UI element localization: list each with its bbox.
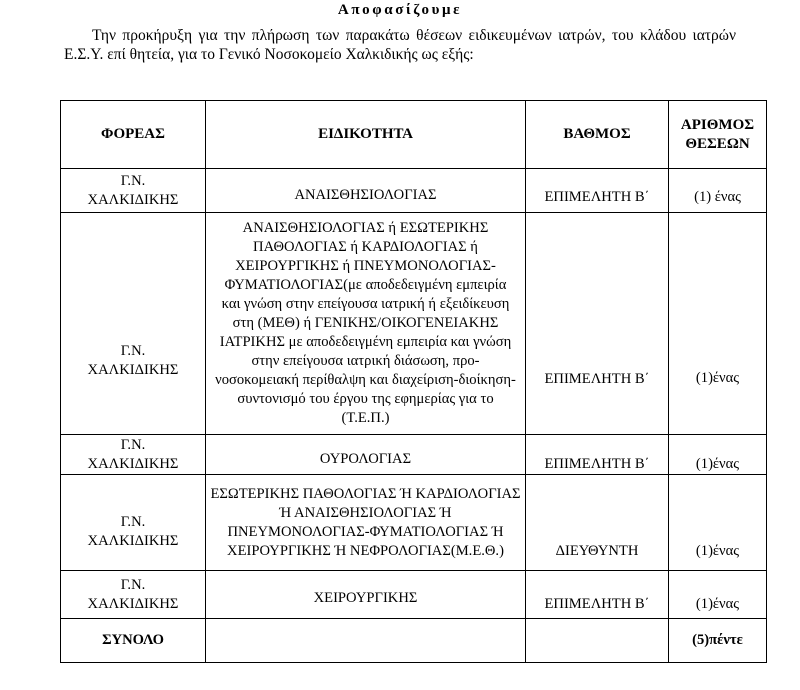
cell-foreas bbox=[61, 213, 206, 435]
table-row bbox=[61, 435, 767, 475]
cell-eidikotita bbox=[206, 213, 526, 435]
table-row bbox=[61, 169, 767, 213]
cell-total-empty bbox=[206, 619, 526, 663]
document-heading: Αποφασίζουμε bbox=[337, 2, 463, 18]
total-arithmos: (5)πέντε bbox=[692, 632, 743, 648]
intro-text: Την προκήρυξη για την πλήρωση των παρακάτω θέσεων ειδικευμένων ιατρών, του κλάδου ιατρών Ε.Σ.Υ. επί θητεία, για το Γενικό Νοσοκομείο Χαλκιδικής ως εξής: bbox=[64, 27, 736, 63]
eidikotita-text: ΕΣΩΤΕΡΙΚΗΣ ΠΑΘΟΛΟΓΙΑΣ Ή ΚΑΡΔΙΟΛΟΓΙΑΣ Ή ΑΝΑΙΣΘΗΣΙΟΛΟΓΙΑΣ Ή ΠΝΕΥΜΟΝΟΛΟΓΙΑΣ-ΦΥΜΑΤΙΟΛΟΓΙΑΣ Ή ΧΕΙΡΟΥΡΓΙΚΗΣ Ή ΝΕΦΡΟΛΟΓΙΑΣ(Μ.Ε.Θ.) bbox=[210, 485, 521, 559]
foreas-line1: Γ.Ν. bbox=[120, 576, 146, 593]
cell-vathmos bbox=[526, 435, 669, 475]
cell-vathmos bbox=[526, 169, 669, 213]
vathmos-text: ΕΠΙΜΕΛΗΤΗ Β΄ bbox=[544, 188, 650, 205]
foreas-line2: ΧΑΛΚΙΔΙΚΗΣ bbox=[87, 595, 179, 612]
foreas-line2: ΧΑΛΚΙΔΙΚΗΣ bbox=[87, 191, 179, 208]
vathmos-text: ΕΠΙΜΕΛΗΤΗ Β΄ bbox=[544, 371, 650, 387]
arithmos-text: (1)ένας bbox=[695, 456, 740, 472]
arithmos-text: (1) ένας bbox=[694, 188, 741, 205]
cell-eidikotita bbox=[206, 435, 526, 475]
table-row bbox=[61, 571, 767, 619]
table-row bbox=[61, 213, 767, 435]
cell-vathmos bbox=[526, 571, 669, 619]
table-row bbox=[61, 475, 767, 571]
table-header-row bbox=[61, 101, 767, 169]
header-eidikotita: ΕΙΔΙΚΟΤΗΤΑ bbox=[206, 101, 526, 169]
eidikotita-text: ΟΥΡΟΛΟΓΙΑΣ bbox=[319, 451, 412, 467]
header-foreas: ΦΟΡΕΑΣ bbox=[61, 101, 206, 169]
cell-vathmos bbox=[526, 475, 669, 571]
header-vathmos: ΒΑΘΜΟΣ bbox=[526, 101, 669, 169]
cell-foreas bbox=[61, 475, 206, 571]
cell-foreas bbox=[61, 435, 206, 475]
cell-vathmos bbox=[526, 213, 669, 435]
foreas-line1: Γ.Ν. bbox=[120, 343, 146, 359]
total-label: ΣΥΝΟΛΟ bbox=[102, 632, 164, 648]
intro-paragraph bbox=[64, 26, 736, 64]
cell-foreas bbox=[61, 571, 206, 619]
arithmos-text: (1)ένας bbox=[695, 370, 740, 386]
foreas-line2: ΧΑΛΚΙΔΙΚΗΣ bbox=[87, 455, 179, 472]
cell-arithmos bbox=[669, 169, 767, 213]
cell-total-label bbox=[61, 619, 206, 663]
cell-arithmos bbox=[669, 435, 767, 475]
cell-foreas bbox=[61, 169, 206, 213]
cell-total-empty bbox=[526, 619, 669, 663]
cell-eidikotita bbox=[206, 169, 526, 213]
foreas-line1: Γ.Ν. bbox=[120, 172, 146, 189]
foreas-line1: Γ.Ν. bbox=[120, 513, 146, 530]
arithmos-text: (1)ένας bbox=[695, 543, 740, 559]
cell-arithmos bbox=[669, 571, 767, 619]
foreas-line1: Γ.Ν. bbox=[120, 436, 146, 453]
vathmos-text: ΕΠΙΜΕΛΗΤΗ Β΄ bbox=[544, 595, 650, 612]
header-arithmos-line1: ΑΡΙΘΜΟΣ bbox=[680, 116, 755, 133]
eidikotita-text: ΑΝΑΙΣΘΗΣΙΟΛΟΓΙΑΣ bbox=[294, 187, 437, 203]
header-arithmos-line2: ΘΕΣΕΩΝ bbox=[685, 135, 750, 152]
arithmos-text: (1)ένας bbox=[695, 595, 740, 612]
cell-arithmos bbox=[669, 213, 767, 435]
positions-table bbox=[60, 100, 767, 663]
eidikotita-text: ΧΕΙΡΟΥΡΓΙΚΗΣ bbox=[313, 590, 418, 606]
cell-eidikotita bbox=[206, 475, 526, 571]
foreas-line2: ΧΑΛΚΙΔΙΚΗΣ bbox=[87, 362, 179, 378]
total-row bbox=[61, 619, 767, 663]
eidikotita-text: ΑΝΑΙΣΘΗΣΙΟΛΟΓΙΑΣ ή ΕΣΩΤΕΡΙΚΗΣ ΠΑΘΟΛΟΓΙΑΣ ή ΚΑΡΔΙΟΛΟΓΙΑΣ ή ΧΕΙΡΟΥΡΓΙΚΗΣ ή ΠΝΕΥΜΟΝΟΛΟΓΙΑΣ-ΦΥΜΑΤΙΟΛΟΓΙΑΣ(με αποδεδειγμένη εμπειρία και γνώση στην επείγουσα ιατρική ή εξειδίκευση στη (ΜΕΘ) ή ΓΕΝΙΚΗΣ/ΟΙΚΟΓΕΝΕΙΑΚΗΣ ΙΑΤΡΙΚΗΣ με αποδεδειγμένη εμπειρία και γνώση στην επείγουσα ιατρική διάσωση, προ-νοσοκομειακή περίθαλψη και διαχείριση-διοίκηση-συντονισμό του έργου της εφημερίας για το (Τ.Ε.Π.) bbox=[215, 220, 516, 426]
vathmos-text: ΔΙΕΥΘΥΝΤΗ bbox=[555, 543, 639, 559]
header-arithmos bbox=[669, 101, 767, 169]
cell-eidikotita bbox=[206, 571, 526, 619]
foreas-line2: ΧΑΛΚΙΔΙΚΗΣ bbox=[87, 532, 179, 549]
vathmos-text: ΕΠΙΜΕΛΗΤΗ Β΄ bbox=[544, 456, 650, 472]
cell-arithmos bbox=[669, 475, 767, 571]
cell-total-arithmos bbox=[669, 619, 767, 663]
